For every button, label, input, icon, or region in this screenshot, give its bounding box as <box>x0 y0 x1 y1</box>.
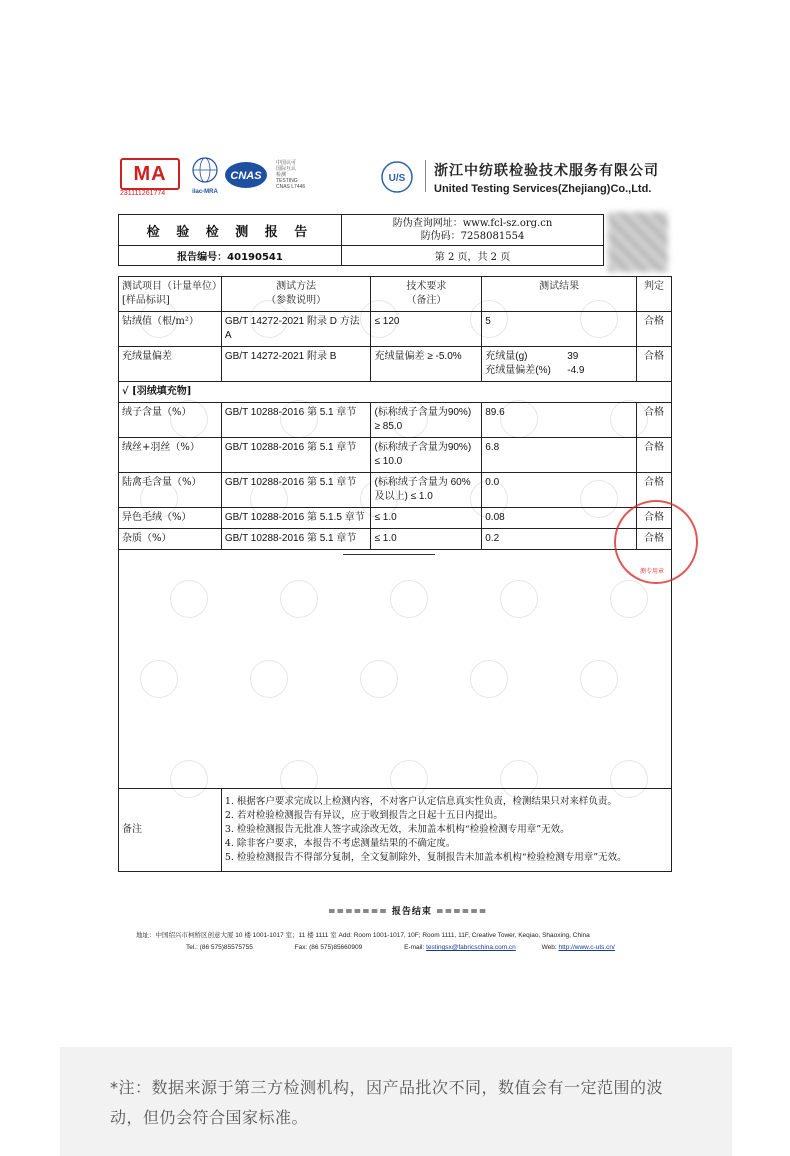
row-item: 绒子含量（%） <box>119 403 222 438</box>
notes-content <box>221 789 671 872</box>
report-header-table <box>118 214 604 266</box>
row-item: 陆禽毛含量（%） <box>119 473 222 508</box>
header-item-line1: 测试项目（计量单位） <box>122 281 222 292</box>
table-row <box>119 312 672 347</box>
note-item: 4. 除非客户要求，本报告不考虑测量结果的不确定度。 <box>224 838 456 849</box>
row-result: 5 <box>482 312 637 347</box>
footer-email-link[interactable]: testingsx@fabricschina.com.cn <box>426 944 516 951</box>
footer-contacts <box>186 944 655 951</box>
row-verdict: 合格 <box>637 529 672 550</box>
header-method <box>221 277 371 312</box>
row-item: 充绒量偏差 <box>119 347 222 382</box>
notes-row <box>119 789 672 872</box>
row-item: 杂质（%） <box>119 529 222 550</box>
header-method-line2: （参数说明） <box>266 295 327 306</box>
header-item-line2: [样品标识] <box>122 295 170 306</box>
row-method: GB/T 14272-2021 附录 B <box>221 347 371 382</box>
verify-code: 防伪码：7258081554 <box>420 231 525 242</box>
footer-email-wrap <box>404 944 516 951</box>
cma-number: 231111261774 <box>120 190 166 197</box>
note-item: 5. 检验检测报告不得部分复制，全文复制除外，复制报告未加盖本机构“检验检测专用章”无效。 <box>224 852 627 863</box>
disclaimer-panel <box>60 1047 732 1156</box>
verify-site: 防伪查询网址：www.fcl-sz.org.cn <box>392 218 553 229</box>
row-method: GB/T 10288-2016 第 5.1 章节 <box>221 529 371 550</box>
row-method: GB/T 14272-2021 附录 D 方法 A <box>221 312 371 347</box>
row-result: 89.6 <box>482 403 637 438</box>
footer-email-label: E-mail: <box>404 944 425 951</box>
cnas-caption-line: 国际互认 <box>276 166 297 172</box>
row-item: 异色毛绒（%） <box>119 508 222 529</box>
header-req-line1: 技术要求 <box>406 281 447 292</box>
blank-area <box>119 550 672 789</box>
header-method-line1: 测试方法 <box>276 281 317 292</box>
table-row <box>119 347 672 382</box>
notes-list <box>225 795 668 865</box>
row-method: GB/T 10288-2016 第 5.1.5 章节 <box>221 508 371 529</box>
note-item: 1. 根据客户要求完成以上检测内容，不对客户认定信息真实性负责，检测结果只对来样负责。 <box>224 796 617 807</box>
row-method: GB/T 10288-2016 第 5.1 章节 <box>221 438 371 473</box>
footer-fax: Fax: (86 575)85660909 <box>294 944 363 951</box>
verify-info <box>342 215 604 246</box>
table-header-row <box>119 277 672 312</box>
footer-address: 地址：中国绍兴市柯桥区创意大厦 10 楼 1001-1017 室；11 楼 1111 室 Add: Room 1001-1017, 10F; Room 1111, 11F, Creative Tower, Keqiao, Shaoxing, China <box>136 932 590 939</box>
result-label: 充绒量偏差(%) <box>485 365 551 376</box>
footer-tel: Tel.: (86 575)85575755 <box>186 944 253 951</box>
qr-code-blurred <box>608 212 668 272</box>
table-row <box>119 473 672 508</box>
row-requirement: ≤ 1.0 <box>371 529 482 550</box>
blank-area-row <box>119 550 672 789</box>
footer-web-link[interactable]: http://www.c-uts.cn/ <box>558 944 615 951</box>
footer-web-wrap <box>542 944 615 951</box>
row-verdict: 合格 <box>637 438 672 473</box>
uts-logo-text: U/S <box>388 173 406 184</box>
report-end: ======= 报告结束 ====== <box>328 907 488 917</box>
disclaimer-text: *注：数据来源于第三方检测机构，因产品批次不同，数值会有一定范围的波动，但仍会符合国家标准。 <box>110 1078 664 1127</box>
cnas-caption-line: 检测 <box>276 172 287 178</box>
ilac-mra-logo <box>188 156 222 196</box>
row-result: 0.0 <box>482 473 637 508</box>
footer-web-label: Web: <box>541 944 557 951</box>
cnas-caption-line: CNAS L7446 <box>276 184 306 190</box>
result-value: 39 <box>567 351 579 362</box>
note-item: 2. 若对检验检测报告有异议，应于收到报告之日起十五日内提出。 <box>224 810 503 821</box>
logo-divider <box>425 160 426 192</box>
row-item: 钴绒值（根/m²） <box>119 312 222 347</box>
row-requirement: ≤ 1.0 <box>371 508 482 529</box>
result-label: 充绒量(g) <box>485 351 528 362</box>
header-item <box>119 277 222 312</box>
table-row <box>119 403 672 438</box>
header-requirement <box>371 277 482 312</box>
row-verdict: 合格 <box>637 473 672 508</box>
page-info: 第 2 页，共 2 页 <box>342 246 604 266</box>
section-row <box>119 382 672 403</box>
row-verdict: 合格 <box>637 312 672 347</box>
row-requirement: (标称绒子含量为90%) ≤ 10.0 <box>371 438 482 473</box>
row-item: 绒丝+羽丝（%） <box>119 438 222 473</box>
result-value: -4.9 <box>567 365 585 376</box>
test-results-table <box>118 276 672 872</box>
row-result: 0.08 <box>482 508 637 529</box>
cnas-caption-line: TESTING <box>276 178 298 184</box>
row-result: 6.8 <box>482 438 637 473</box>
row-verdict: 合格 <box>637 347 672 382</box>
header-result: 测试结果 <box>482 277 637 312</box>
company-name-cn: 浙江中纺联检验技术服务有限公司 <box>434 163 659 179</box>
row-requirement: (标称绒子含量为90%) ≥ 85.0 <box>371 403 482 438</box>
row-requirement: (标称绒子含量为 60% 及以上) ≤ 1.0 <box>371 473 482 508</box>
cnas-caption <box>276 160 305 190</box>
row-result <box>482 347 637 382</box>
row-verdict: 合格 <box>637 508 672 529</box>
end-of-items-line <box>343 554 435 555</box>
row-requirement: ≤ 120 <box>371 312 482 347</box>
cma-logo-text: MA <box>120 158 180 190</box>
header-verdict: 判定 <box>637 277 672 312</box>
report-number: 报告编号：40190541 <box>119 246 342 266</box>
report-title: 检 验 检 测 报 告 <box>119 215 342 246</box>
cnas-text: CNAS <box>230 170 262 182</box>
cnas-logo <box>224 160 268 190</box>
table-row <box>119 438 672 473</box>
table-row <box>119 508 672 529</box>
ilac-text: ilac-MRA <box>192 189 218 195</box>
header-req-line2: （备注） <box>406 295 447 306</box>
notes-label: 备注 <box>119 789 222 872</box>
row-verdict: 合格 <box>637 403 672 438</box>
section-label: √ [羽绒填充物] <box>119 382 672 403</box>
row-requirement: 充绒量偏差 ≥ -5.0% <box>371 347 482 382</box>
cnas-caption-line: 中国认可 <box>276 160 297 166</box>
company-name-en: United Testing Services(Zhejiang)Co.,Ltd. <box>434 183 652 195</box>
table-row <box>119 529 672 550</box>
uts-logo <box>380 160 414 194</box>
row-method: GB/T 10288-2016 第 5.1 章节 <box>221 403 371 438</box>
row-result: 0.2 <box>482 529 637 550</box>
note-item: 3. 检验检测报告无批准人签字或涂改无效，未加盖本机构“检验检测专用章”无效。 <box>224 824 570 835</box>
row-method: GB/T 10288-2016 第 5.1 章节 <box>221 473 371 508</box>
cma-logo <box>120 158 182 200</box>
stamp-text: 测专用章 <box>640 568 665 575</box>
